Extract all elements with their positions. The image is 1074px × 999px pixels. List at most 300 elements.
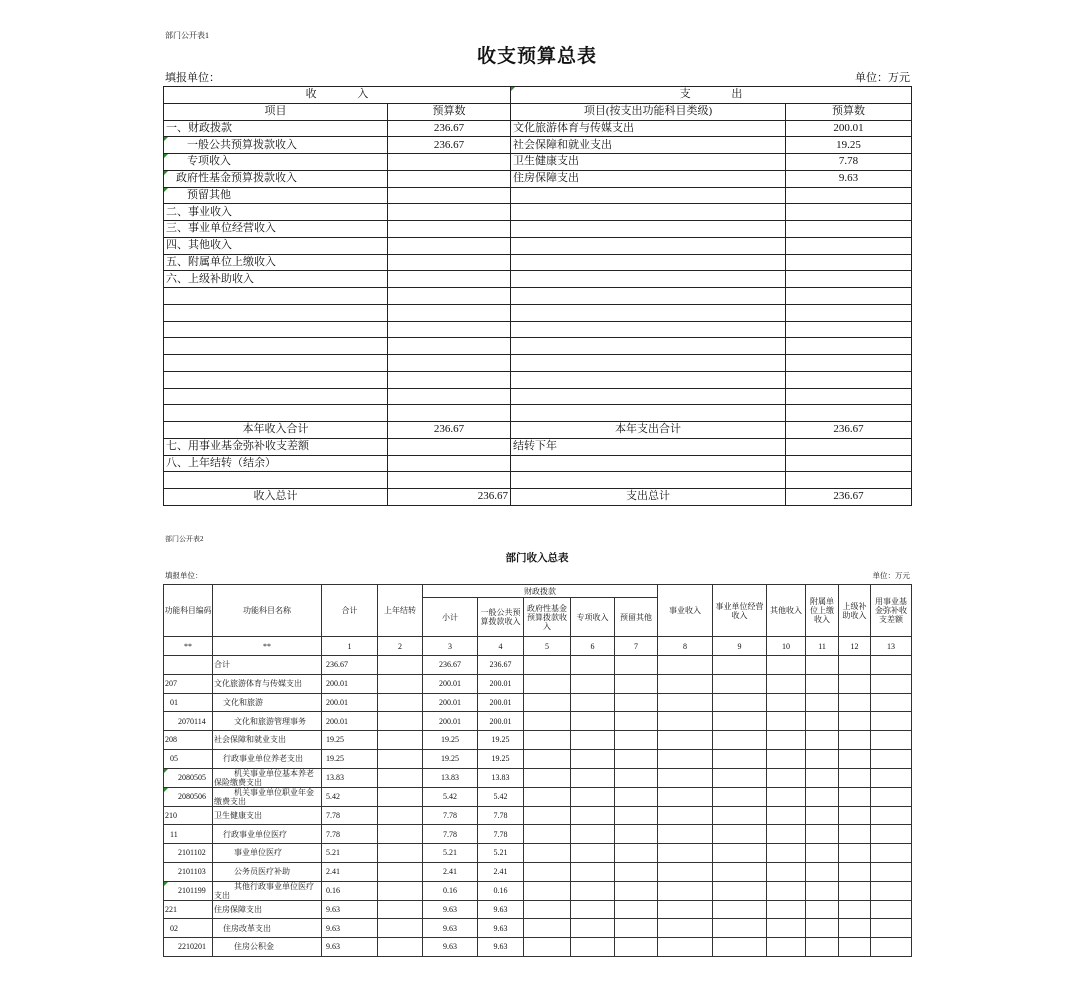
expense-item-cell [511, 455, 786, 472]
expense-item-cell [511, 221, 786, 238]
affiliated-income-cell [806, 768, 839, 787]
total-cell: 19.25 [322, 731, 378, 750]
operating-income-cell [713, 862, 767, 881]
carryover-cell [378, 693, 423, 712]
fiscal-subtotal-cell: 200.01 [423, 693, 478, 712]
expense-item-header: 项目(按支出功能科目类级) [511, 103, 786, 120]
other-income-cell [767, 919, 806, 938]
table-row [164, 187, 912, 204]
other-income-cell [767, 693, 806, 712]
expense-item-cell: 支出总计 [511, 489, 786, 506]
table-row [164, 674, 912, 693]
expense-value-cell: 236.67 [786, 489, 912, 506]
expense-value-cell [786, 204, 912, 221]
header-row-group [164, 585, 912, 598]
income-item-cell: 政府性基金预算拨款收入 [164, 170, 388, 187]
general-budget-cell: 9.63 [478, 900, 524, 919]
budget-summary-table [163, 86, 912, 506]
reserved-other-cell [615, 787, 658, 806]
column-number-cell: 13 [871, 637, 912, 656]
special-income-cell [571, 825, 615, 844]
code-cell: 221 [164, 900, 213, 919]
income-item-cell [164, 338, 388, 355]
affiliated-income-cell [806, 731, 839, 750]
code-cell [164, 656, 213, 675]
name-cell: 事业单位医疗 [213, 844, 322, 863]
operating-income-cell [713, 674, 767, 693]
income-value-cell [388, 438, 511, 455]
affiliated-income-cell [806, 862, 839, 881]
income-value-cell: 236.67 [388, 137, 511, 154]
business-income-cell [658, 787, 713, 806]
table-row [164, 731, 912, 750]
superior-subsidy-cell [839, 656, 871, 675]
income-value-cell [388, 237, 511, 254]
gov-fund-cell [524, 938, 571, 957]
table-row [164, 204, 912, 221]
reserved-other-cell [615, 919, 658, 938]
header-carryover: 上年结转 [378, 585, 423, 637]
fund-offset-cell [871, 881, 912, 900]
name-cell: 社会保障和就业支出 [213, 731, 322, 750]
special-income-cell [571, 881, 615, 900]
carryover-cell [378, 712, 423, 731]
income-value-cell [388, 204, 511, 221]
other-income-cell [767, 787, 806, 806]
expense-budget-header: 预算数 [786, 103, 912, 120]
operating-income-cell [713, 938, 767, 957]
special-income-cell [571, 787, 615, 806]
fiscal-subtotal-cell: 5.42 [423, 787, 478, 806]
gov-fund-cell [524, 712, 571, 731]
column-number-row [164, 637, 912, 656]
operating-income-cell [713, 768, 767, 787]
expense-value-cell [786, 321, 912, 338]
table-row [164, 170, 912, 187]
business-income-cell [658, 712, 713, 731]
fiscal-subtotal-cell: 9.63 [423, 938, 478, 957]
reserved-other-cell [615, 749, 658, 768]
reserved-other-cell [615, 825, 658, 844]
table-row [164, 288, 912, 305]
expense-item-cell: 文化旅游体育与传媒支出 [511, 120, 786, 137]
carryover-cell [378, 674, 423, 693]
special-income-cell [571, 731, 615, 750]
income-value-cell [388, 455, 511, 472]
expense-item-cell [511, 204, 786, 221]
table-row [164, 825, 912, 844]
name-cell: 合计 [213, 656, 322, 675]
table-row [164, 768, 912, 787]
column-header-row [164, 103, 912, 120]
name-cell: 住房公积金 [213, 938, 322, 957]
special-income-cell [571, 693, 615, 712]
column-number-cell: 3 [423, 637, 478, 656]
income-section-header: 收 入 [164, 87, 511, 104]
superior-subsidy-cell [839, 787, 871, 806]
general-budget-cell: 13.83 [478, 768, 524, 787]
budget-summary-table-body [164, 120, 912, 505]
name-cell: 行政事业单位医疗 [213, 825, 322, 844]
expense-item-cell: 住房保障支出 [511, 170, 786, 187]
table-row [164, 304, 912, 321]
table-row [164, 120, 912, 137]
superior-subsidy-cell [839, 862, 871, 881]
special-income-cell [571, 656, 615, 675]
reserved-other-cell [615, 881, 658, 900]
name-cell: 机关事业单位基本养老保险缴费支出 [213, 768, 322, 787]
special-income-cell [571, 749, 615, 768]
header-operating-income: 事业单位经营收入 [713, 585, 767, 637]
reserved-other-cell [615, 900, 658, 919]
table-row [164, 693, 912, 712]
carryover-cell [378, 749, 423, 768]
table-row [164, 455, 912, 472]
reserved-other-cell [615, 731, 658, 750]
name-cell: 行政事业单位养老支出 [213, 749, 322, 768]
superior-subsidy-cell [839, 768, 871, 787]
currency-unit-label-1: 单位：万元 [855, 72, 910, 84]
special-income-cell [571, 712, 615, 731]
table-row [164, 844, 912, 863]
business-income-cell [658, 749, 713, 768]
income-value-cell [388, 271, 511, 288]
operating-income-cell [713, 844, 767, 863]
header-superior-subsidy: 上级补助收入 [839, 585, 871, 637]
reserved-other-cell [615, 693, 658, 712]
table-row [164, 787, 912, 806]
table-row [164, 405, 912, 422]
expense-item-cell [511, 254, 786, 271]
total-cell: 0.16 [322, 881, 378, 900]
expense-value-cell [786, 355, 912, 372]
carryover-cell [378, 656, 423, 675]
expense-value-cell [786, 221, 912, 238]
general-budget-cell: 19.25 [478, 731, 524, 750]
table-row [164, 472, 912, 489]
expense-value-cell [786, 455, 912, 472]
name-cell: 文化旅游体育与传媒支出 [213, 674, 322, 693]
expense-item-cell: 结转下年 [511, 438, 786, 455]
income-value-cell: 236.67 [388, 120, 511, 137]
income-item-cell [164, 405, 388, 422]
income-value-cell [388, 355, 511, 372]
affiliated-income-cell [806, 806, 839, 825]
special-income-cell [571, 806, 615, 825]
name-cell: 文化和旅游管理事务 [213, 712, 322, 731]
special-income-cell [571, 768, 615, 787]
total-cell: 200.01 [322, 712, 378, 731]
income-item-cell: 三、事业单位经营收入 [164, 221, 388, 238]
other-income-cell [767, 731, 806, 750]
general-budget-cell: 200.01 [478, 693, 524, 712]
code-cell: 210 [164, 806, 213, 825]
income-item-cell [164, 472, 388, 489]
name-cell: 住房保障支出 [213, 900, 322, 919]
income-value-cell [388, 170, 511, 187]
general-budget-cell: 19.25 [478, 749, 524, 768]
code-cell: 2080506 [164, 787, 213, 806]
code-cell: 2210201 [164, 938, 213, 957]
reserved-other-cell [615, 768, 658, 787]
table-row [164, 137, 912, 154]
carryover-cell [378, 844, 423, 863]
header-other-income: 其他收入 [767, 585, 806, 637]
header-function-name: 功能科目名称 [213, 585, 322, 637]
operating-income-cell [713, 825, 767, 844]
carryover-cell [378, 825, 423, 844]
other-income-cell [767, 712, 806, 731]
expense-item-cell [511, 371, 786, 388]
income-item-cell: 预留其他 [164, 187, 388, 204]
general-budget-cell: 200.01 [478, 712, 524, 731]
page-title-income-summary: 部门收入总表 [505, 553, 569, 564]
column-number-cell: ** [213, 637, 322, 656]
fiscal-subtotal-cell: 7.78 [423, 825, 478, 844]
gov-fund-cell [524, 919, 571, 938]
expense-item-cell [511, 355, 786, 372]
general-budget-cell: 9.63 [478, 938, 524, 957]
income-budget-header: 预算数 [388, 103, 511, 120]
expense-value-cell [786, 338, 912, 355]
table-row [164, 919, 912, 938]
column-number-cell: 9 [713, 637, 767, 656]
operating-income-cell [713, 881, 767, 900]
income-item-cell: 四、其他收入 [164, 237, 388, 254]
code-cell: 208 [164, 731, 213, 750]
header-general-budget: 一般公共预算拨款收入 [478, 598, 524, 637]
code-cell: 02 [164, 919, 213, 938]
other-income-cell [767, 656, 806, 675]
name-cell: 文化和旅游 [213, 693, 322, 712]
operating-income-cell [713, 656, 767, 675]
fiscal-subtotal-cell: 9.63 [423, 900, 478, 919]
general-budget-cell: 5.42 [478, 787, 524, 806]
column-number-cell: 11 [806, 637, 839, 656]
table-row [164, 749, 912, 768]
reserved-other-cell [615, 712, 658, 731]
business-income-cell [658, 881, 713, 900]
income-value-cell [388, 254, 511, 271]
table-row [164, 881, 912, 900]
superior-subsidy-cell [839, 731, 871, 750]
column-number-cell: 10 [767, 637, 806, 656]
superior-subsidy-cell [839, 806, 871, 825]
header-affiliated-income: 附属单位上缴收入 [806, 585, 839, 637]
income-item-cell: 六、上级补助收入 [164, 271, 388, 288]
expense-item-cell [511, 338, 786, 355]
income-item-header: 项目 [164, 103, 388, 120]
income-value-cell: 236.67 [388, 422, 511, 439]
income-value-cell [388, 187, 511, 204]
name-cell: 机关事业单位职业年金缴费支出 [213, 787, 322, 806]
doc-label-1: 部门公开表1 [165, 31, 209, 40]
general-budget-cell: 0.16 [478, 881, 524, 900]
reserved-other-cell [615, 656, 658, 675]
total-cell: 200.01 [322, 674, 378, 693]
name-cell: 住房改革支出 [213, 919, 322, 938]
expense-item-cell [511, 271, 786, 288]
expense-section-header: 支 出 [511, 87, 912, 104]
code-cell: 01 [164, 693, 213, 712]
table-row [164, 321, 912, 338]
total-cell: 5.21 [322, 844, 378, 863]
income-value-cell [388, 304, 511, 321]
header-special-income: 专项收入 [571, 598, 615, 637]
code-cell: 2101102 [164, 844, 213, 863]
expense-value-cell: 236.67 [786, 422, 912, 439]
income-item-cell: 一、财政拨款 [164, 120, 388, 137]
expense-value-cell [786, 271, 912, 288]
total-cell: 200.01 [322, 693, 378, 712]
expense-item-cell [511, 388, 786, 405]
gov-fund-cell [524, 693, 571, 712]
table-row [164, 388, 912, 405]
carryover-cell [378, 938, 423, 957]
superior-subsidy-cell [839, 844, 871, 863]
header-fiscal-appropriation: 财政拨款 [423, 585, 658, 598]
superior-subsidy-cell [839, 938, 871, 957]
income-item-cell [164, 288, 388, 305]
header-function-code: 功能科目编码 [164, 585, 213, 637]
affiliated-income-cell [806, 749, 839, 768]
code-cell: 2101103 [164, 862, 213, 881]
budget-summary-table-head [164, 87, 912, 121]
expense-item-cell [511, 405, 786, 422]
affiliated-income-cell [806, 881, 839, 900]
carryover-cell [378, 787, 423, 806]
fund-offset-cell [871, 938, 912, 957]
code-cell: 2070114 [164, 712, 213, 731]
affiliated-income-cell [806, 693, 839, 712]
table-row [164, 237, 912, 254]
name-cell: 公务员医疗补助 [213, 862, 322, 881]
business-income-cell [658, 825, 713, 844]
other-income-cell [767, 768, 806, 787]
operating-income-cell [713, 919, 767, 938]
other-income-cell [767, 862, 806, 881]
business-income-cell [658, 919, 713, 938]
gov-fund-cell [524, 862, 571, 881]
department-income-table [163, 584, 912, 957]
reserved-other-cell [615, 862, 658, 881]
expense-item-cell [511, 321, 786, 338]
general-budget-cell: 200.01 [478, 674, 524, 693]
income-value-cell: 236.67 [388, 489, 511, 506]
superior-subsidy-cell [839, 881, 871, 900]
expense-value-cell: 7.78 [786, 154, 912, 171]
fiscal-subtotal-cell: 13.83 [423, 768, 478, 787]
reserved-other-cell [615, 844, 658, 863]
expense-item-cell: 社会保障和就业支出 [511, 137, 786, 154]
general-budget-cell: 7.78 [478, 806, 524, 825]
affiliated-income-cell [806, 712, 839, 731]
gov-fund-cell [524, 881, 571, 900]
income-item-cell [164, 355, 388, 372]
fiscal-subtotal-cell: 2.41 [423, 862, 478, 881]
expense-value-cell: 9.63 [786, 170, 912, 187]
table-row [164, 422, 912, 439]
expense-item-cell: 本年支出合计 [511, 422, 786, 439]
affiliated-income-cell [806, 919, 839, 938]
special-income-cell [571, 844, 615, 863]
carryover-cell [378, 768, 423, 787]
fund-offset-cell [871, 749, 912, 768]
affiliated-income-cell [806, 674, 839, 693]
table-row [164, 900, 912, 919]
filler-unit-label-2: 填报单位： [165, 571, 203, 580]
fund-offset-cell [871, 844, 912, 863]
carryover-cell [378, 881, 423, 900]
fiscal-subtotal-cell: 19.25 [423, 749, 478, 768]
section-header-row [164, 87, 912, 104]
business-income-cell [658, 938, 713, 957]
other-income-cell [767, 806, 806, 825]
reserved-other-cell [615, 806, 658, 825]
gov-fund-cell [524, 768, 571, 787]
fund-offset-cell [871, 731, 912, 750]
gov-fund-cell [524, 806, 571, 825]
carryover-cell [378, 919, 423, 938]
table-row [164, 271, 912, 288]
expense-value-cell [786, 388, 912, 405]
carryover-cell [378, 731, 423, 750]
affiliated-income-cell [806, 656, 839, 675]
superior-subsidy-cell [839, 900, 871, 919]
income-value-cell [388, 288, 511, 305]
column-number-cell: 2 [378, 637, 423, 656]
table-row [164, 221, 912, 238]
business-income-cell [658, 693, 713, 712]
income-value-cell [388, 472, 511, 489]
expense-value-cell [786, 371, 912, 388]
superior-subsidy-cell [839, 919, 871, 938]
total-cell: 13.83 [322, 768, 378, 787]
income-value-cell [388, 221, 511, 238]
fiscal-subtotal-cell: 5.21 [423, 844, 478, 863]
income-value-cell [388, 388, 511, 405]
gov-fund-cell [524, 825, 571, 844]
fund-offset-cell [871, 787, 912, 806]
superior-subsidy-cell [839, 825, 871, 844]
column-number-cell: 5 [524, 637, 571, 656]
header-business-income: 事业收入 [658, 585, 713, 637]
special-income-cell [571, 674, 615, 693]
code-cell: 2101199 [164, 881, 213, 900]
operating-income-cell [713, 900, 767, 919]
business-income-cell [658, 862, 713, 881]
expense-item-cell [511, 304, 786, 321]
expense-item-cell [511, 472, 786, 489]
gov-fund-cell [524, 844, 571, 863]
name-cell: 其他行政事业单位医疗支出 [213, 881, 322, 900]
operating-income-cell [713, 749, 767, 768]
reserved-other-cell [615, 674, 658, 693]
operating-income-cell [713, 693, 767, 712]
income-value-cell [388, 371, 511, 388]
column-number-cell: 8 [658, 637, 713, 656]
income-item-cell [164, 371, 388, 388]
table-row [164, 712, 912, 731]
other-income-cell [767, 749, 806, 768]
income-item-cell: 专项收入 [164, 154, 388, 171]
expense-item-cell [511, 288, 786, 305]
expense-item-cell [511, 187, 786, 204]
general-budget-cell: 2.41 [478, 862, 524, 881]
column-number-cell: ** [164, 637, 213, 656]
business-income-cell [658, 844, 713, 863]
carryover-cell [378, 900, 423, 919]
